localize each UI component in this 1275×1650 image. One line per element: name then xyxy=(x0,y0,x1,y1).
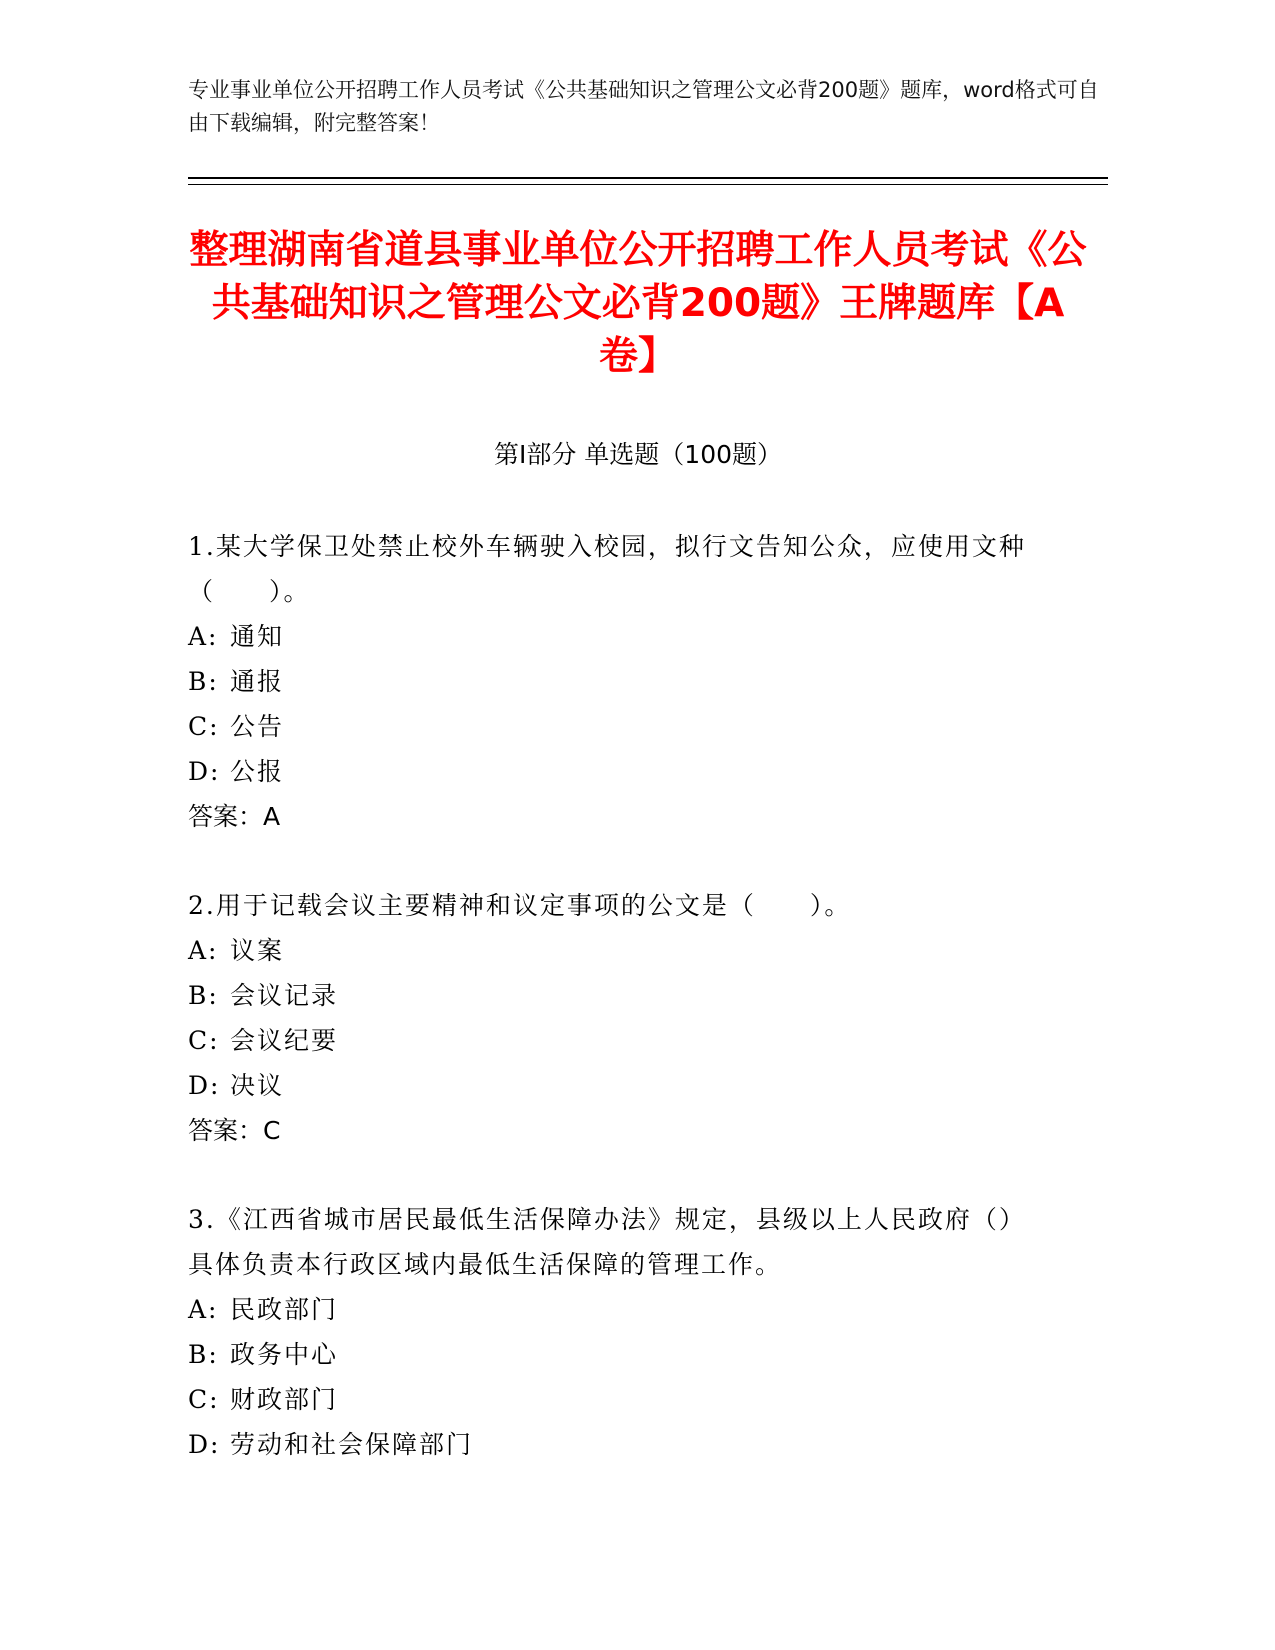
question-list xyxy=(188,524,1048,1511)
option-letter: B: xyxy=(188,981,219,1010)
option-a xyxy=(188,614,1048,659)
header-divider-thin xyxy=(188,184,1108,185)
option-letter: D: xyxy=(188,1430,221,1459)
option-text: 通知 xyxy=(230,622,285,651)
option-b xyxy=(188,1332,1048,1377)
option-d xyxy=(188,749,1048,794)
option-text: 决议 xyxy=(230,1071,285,1100)
question-text: 3.《江西省城市居民最低生活保障办法》规定，县级以上人民政府（）具体负责本行政区域内最低生活保障的管理工作。 xyxy=(188,1205,1026,1279)
option-text: 政务中心 xyxy=(230,1340,339,1369)
header-divider-thick xyxy=(188,177,1108,179)
option-letter: A: xyxy=(188,1295,219,1324)
option-c xyxy=(188,704,1048,749)
document-title: 整理湖南省道县事业单位公开招聘工作人员考试《公共基础知识之管理公文必背200题》王牌题库【A卷】 xyxy=(189,228,1087,379)
option-letter: B: xyxy=(188,1340,219,1369)
option-b xyxy=(188,659,1048,704)
option-letter: A: xyxy=(188,622,219,651)
option-text: 公告 xyxy=(230,712,285,741)
question-1 xyxy=(188,524,1048,839)
answer-line: 答案：A xyxy=(188,802,281,831)
option-b xyxy=(188,973,1048,1018)
option-letter: C: xyxy=(188,712,220,741)
option-text: 劳动和社会保障部门 xyxy=(230,1430,474,1459)
header-note: 专业事业单位公开招聘工作人员考试《公共基础知识之管理公文必背200题》题库，word格式可自由下载编辑，附完整答案！ xyxy=(188,78,1099,135)
question-2 xyxy=(188,883,1048,1153)
option-text: 会议纪要 xyxy=(230,1026,339,1055)
option-letter: C: xyxy=(188,1026,220,1055)
option-text: 公报 xyxy=(230,757,285,786)
option-letter: D: xyxy=(188,757,221,786)
option-text: 议案 xyxy=(230,936,285,965)
option-text: 通报 xyxy=(230,667,285,696)
option-d xyxy=(188,1063,1048,1108)
question-text: 1.某大学保卫处禁止校外车辆驶入校园，拟行文告知公众，应使用文种（ ）。 xyxy=(188,532,1026,606)
option-text: 财政部门 xyxy=(230,1385,339,1414)
option-c xyxy=(188,1018,1048,1063)
option-d xyxy=(188,1422,1048,1467)
option-text: 民政部门 xyxy=(230,1295,339,1324)
option-letter: A: xyxy=(188,936,219,965)
option-a xyxy=(188,1287,1048,1332)
section-heading: 第I部分 单选题（100题） xyxy=(493,440,783,469)
answer-line: 答案：C xyxy=(188,1116,281,1145)
question-3 xyxy=(188,1197,1048,1467)
option-letter: C: xyxy=(188,1385,220,1414)
option-letter: D: xyxy=(188,1071,221,1100)
option-c xyxy=(188,1377,1048,1422)
option-text: 会议记录 xyxy=(230,981,339,1010)
question-text: 2.用于记载会议主要精神和议定事项的公文是（ ）。 xyxy=(188,891,852,920)
option-a xyxy=(188,928,1048,973)
option-letter: B: xyxy=(188,667,219,696)
